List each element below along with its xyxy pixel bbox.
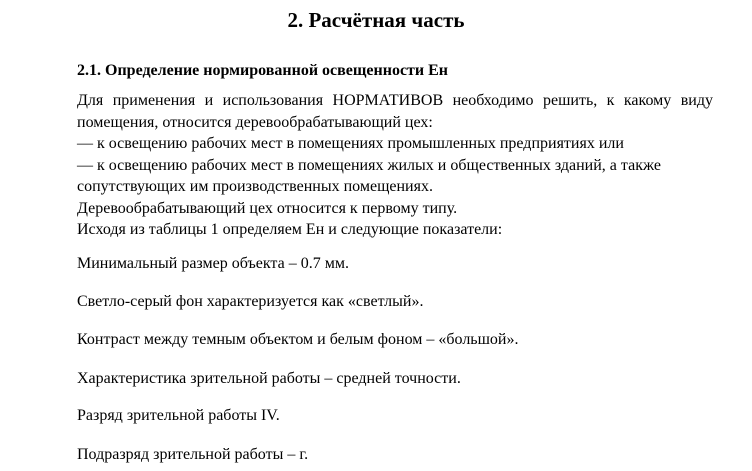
visual-work-characteristic: Характеристика зрительной работы – средней точности. xyxy=(77,370,461,387)
intro-line: Для применения и использования НОРМАТИВОВ необходимо решить, к какому виду xyxy=(77,92,713,109)
min-object-size: Минимальный размер объекта – 0.7 мм. xyxy=(77,255,349,272)
intro-line: сопутствующих им производственных помещениях. xyxy=(77,178,433,195)
intro-line: помещения, относится деревообрабатывающий цех: xyxy=(77,113,433,131)
intro-line: Исходя из таблицы 1 определяем Ен и следующие показатели: xyxy=(77,221,503,238)
intro-line: — к освещению рабочих мест в помещениях промышленных предприятиях или xyxy=(77,135,624,152)
subsection-title: 2.1. Определение нормированной освещенности Ен xyxy=(77,62,449,79)
contrast: Контраст между темным объектом и белым фоном – «большой». xyxy=(77,331,519,348)
intro-line: — к освещению рабочих мест в помещениях жилых и общественных зданий, а также xyxy=(77,156,661,174)
visual-work-category: Разряд зрительной работы IV. xyxy=(77,407,280,424)
intro-block xyxy=(77,90,713,241)
intro-line: Деревообрабатывающий цех относится к первому типу. xyxy=(77,199,458,217)
background-type: Светло-серый фон характеризуется как «светлый». xyxy=(77,293,424,310)
section-title: 2. Расчётная часть xyxy=(287,8,465,32)
visual-work-subcategory: Подразряд зрительной работы – г. xyxy=(77,446,309,463)
